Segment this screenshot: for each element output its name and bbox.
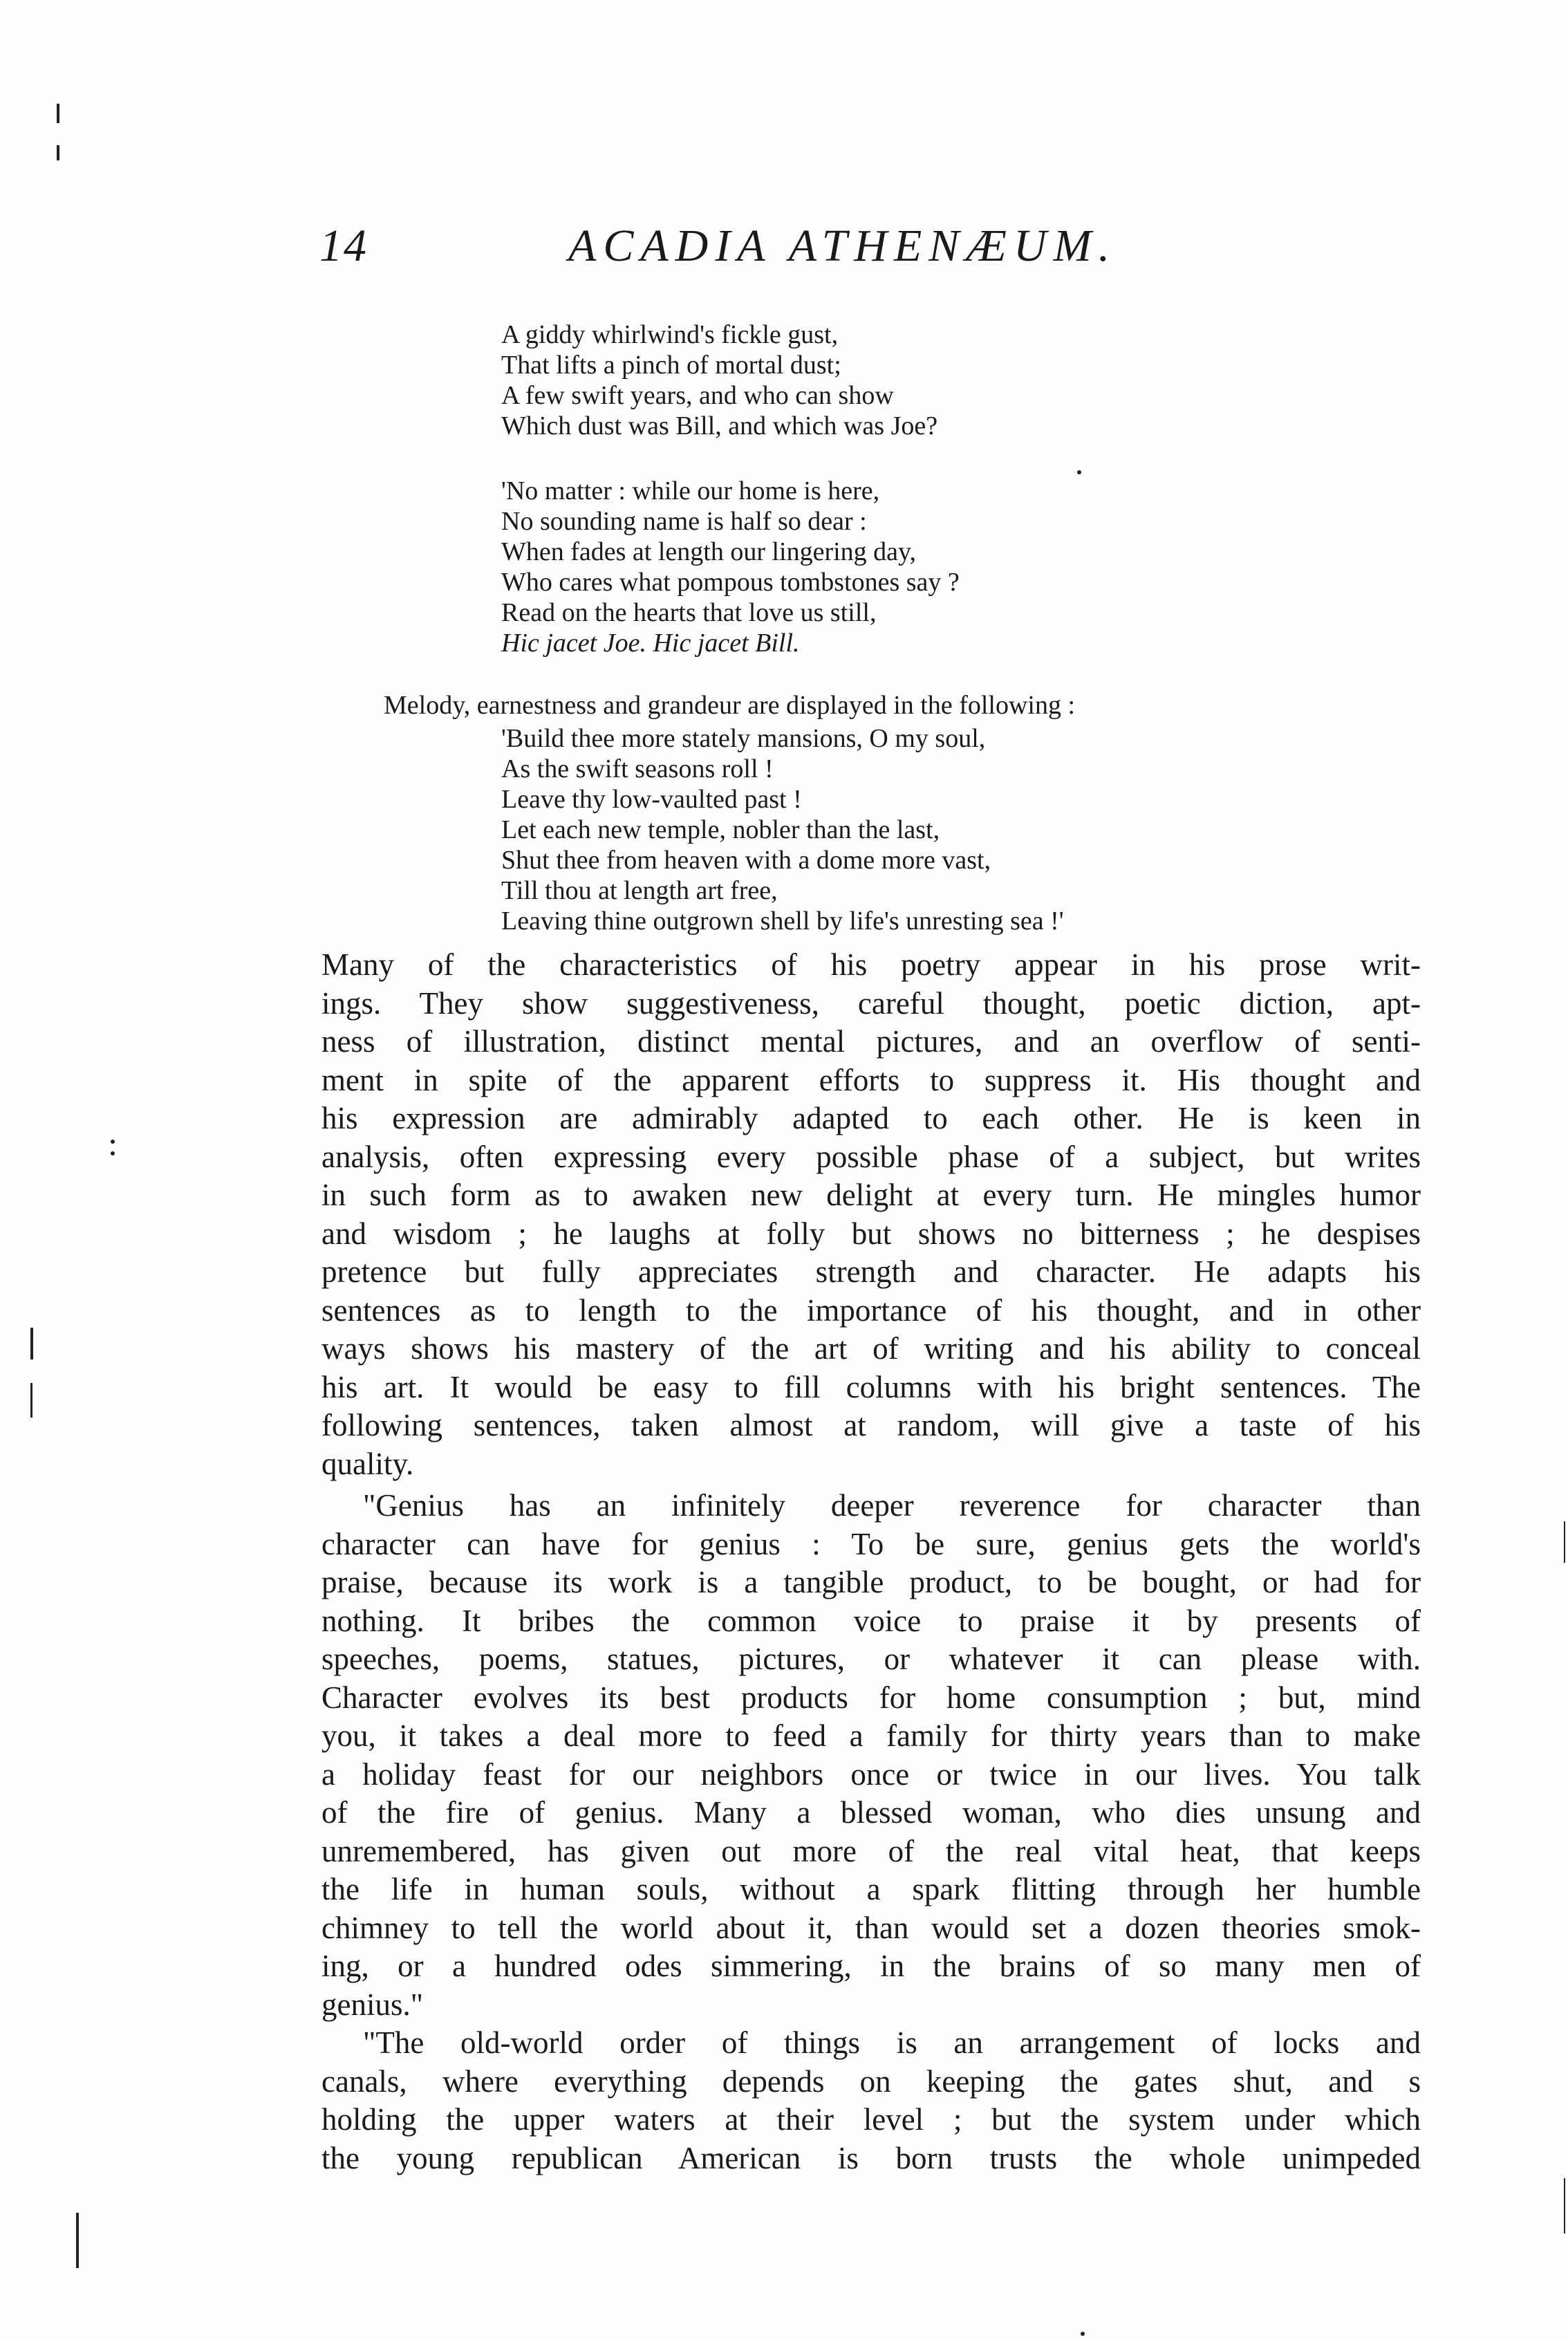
scan-mark xyxy=(30,1328,33,1359)
verse-line: Who cares what pompous tombstones say ? xyxy=(501,568,960,597)
scan-mark xyxy=(111,1140,115,1144)
prose-line: ing, or a hundred odes simmering, in the brains of so many men of xyxy=(321,1949,1421,1983)
prose-line: ways shows his mastery of the art of writing and his ability to conceal xyxy=(321,1331,1421,1366)
prose-line: ment in spite of the apparent efforts to suppress it. His thought and xyxy=(321,1062,1421,1097)
verse-line: Till thou at length art free, xyxy=(501,876,778,905)
verse-line: 'No matter : while our home is here, xyxy=(501,476,880,505)
page-header xyxy=(319,220,1495,282)
scan-mark xyxy=(30,1383,32,1418)
prose-line: holding the upper waters at their level ; but the system under which xyxy=(321,2102,1421,2137)
prose-line: ness of illustration, distinct mental pictures, and an overflow of senti- xyxy=(321,1024,1421,1059)
prose-line: nothing. It bribes the common voice to praise it by presents of xyxy=(321,1603,1421,1638)
verse-line: Hic jacet Joe. Hic jacet Bill. xyxy=(501,629,800,658)
prose-line: in such form as to awaken new delight at every turn. He mingles humor xyxy=(321,1178,1421,1212)
prose-paragraph-2 xyxy=(321,1487,1421,2024)
prose-line: character can have for genius : To be sure, genius gets the world's xyxy=(321,1526,1421,1561)
prose-line: "Genius has an infinitely deeper reverence for character than xyxy=(363,1488,1421,1523)
scan-mark xyxy=(76,2213,79,2268)
verse-line: That lifts a pinch of mortal dust; xyxy=(501,351,841,380)
prose-line: speeches, poems, statues, pictures, or whatever it can please with. xyxy=(321,1642,1421,1676)
prose-line: his art. It would be easy to fill columns with his bright sentences. The xyxy=(321,1369,1421,1404)
prose-line: "The old-world order of things is an arrangement of locks and xyxy=(363,2025,1421,2060)
prose-line: canals, where everything depends on keeping the gates shut, and s xyxy=(321,2063,1421,2099)
scan-mark xyxy=(1564,1521,1565,1563)
verse-line: 'Build thee more stately mansions, O my soul, xyxy=(501,724,986,753)
scan-mark xyxy=(1564,2178,1565,2234)
verse-line: No sounding name is half so dear : xyxy=(501,507,867,536)
verse-line: Leaving thine outgrown shell by life's unresting sea !' xyxy=(501,907,1064,936)
prose-line: you, it takes a deal more to feed a family for thirty years than to make xyxy=(321,1718,1421,1753)
verse-stanza-1 xyxy=(501,319,1400,441)
page-number: 14 xyxy=(319,221,368,271)
prose-line: a holiday feast for our neighbors once or twice in our lives. You talk xyxy=(321,1756,1421,1792)
verse-line: Read on the hearts that love us still, xyxy=(501,598,877,627)
prose-line: Character evolves its best products for home consumption ; but, mind xyxy=(321,1680,1421,1715)
prose-paragraph-1 xyxy=(321,946,1421,1483)
verse-line: Leave thy low-vaulted past ! xyxy=(501,785,802,814)
verse-line: Which dust was Bill, and which was Joe? xyxy=(501,411,938,440)
verse-stanza-3 xyxy=(501,723,1400,936)
prose-line: quality. xyxy=(321,1446,414,1481)
scan-mark xyxy=(1081,2332,1085,2336)
verse-line: Let each new temple, nobler than the last, xyxy=(501,815,940,844)
scan-mark xyxy=(57,145,59,160)
prose-line: Many of the characteristics of his poetry appear in his prose writ- xyxy=(321,947,1421,982)
scan-mark xyxy=(111,1151,115,1155)
prose-line: analysis, often expressing every possible phase of a subject, but writes xyxy=(321,1139,1421,1174)
verse-line: As the swift seasons roll ! xyxy=(501,754,774,783)
verse-line: Shut thee from heaven with a dome more vast, xyxy=(501,846,991,875)
verse-line: A giddy whirlwind's fickle gust, xyxy=(501,320,839,349)
prose-line: his expression are admirably adapted to each other. He is keen in xyxy=(321,1101,1421,1135)
verse-intro: Melody, earnestness and grandeur are displayed in the following : xyxy=(384,691,1076,720)
verse-line: When fades at length our lingering day, xyxy=(501,537,917,566)
prose-line: the young republican American is born trusts the whole unimpeded xyxy=(321,2140,1421,2175)
prose-line: unremembered, has given out more of the real vital heat, that keeps xyxy=(321,1833,1421,1868)
prose-line: pretence but fully appreciates strength and character. He adapts his xyxy=(321,1254,1421,1289)
prose-line: of the fire of genius. Many a blessed woman, who dies unsung and xyxy=(321,1795,1421,1830)
prose-line: chimney to tell the world about it, than would set a dozen theories smok- xyxy=(321,1910,1421,1945)
verse-line: A few swift years, and who can show xyxy=(501,381,894,410)
prose-line: praise, because its work is a tangible product, to be bought, or had for xyxy=(321,1565,1421,1599)
prose-line: genius." xyxy=(321,1987,424,2022)
prose-paragraph-3 xyxy=(321,2024,1421,2178)
scan-mark xyxy=(1077,470,1081,474)
scan-mark xyxy=(57,104,59,123)
prose-line: and wisdom ; he laughs at folly but shows no bitterness ; he despises xyxy=(321,1216,1421,1251)
prose-line: sentences as to length to the importance of his thought, and in other xyxy=(321,1292,1421,1328)
running-title: ACADIA ATHENÆUM. xyxy=(568,221,1117,271)
prose-line: following sentences, taken almost at random, will give a taste of his xyxy=(321,1408,1421,1442)
prose-line: ings. They show suggestiveness, careful thought, poetic diction, apt- xyxy=(321,985,1421,1021)
prose-line: the life in human souls, without a spark flitting through her humble xyxy=(321,1872,1421,1906)
verse-stanza-2 xyxy=(501,476,1400,658)
